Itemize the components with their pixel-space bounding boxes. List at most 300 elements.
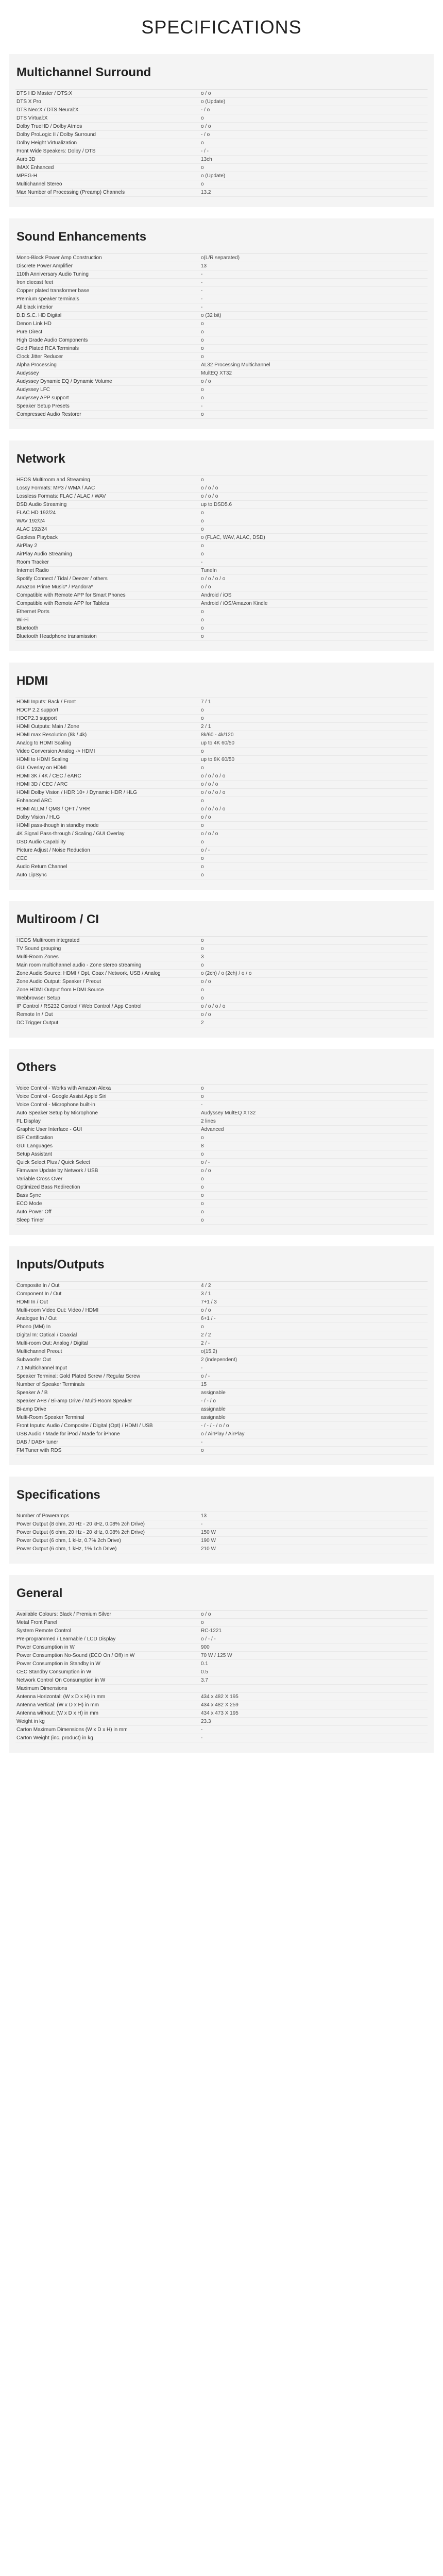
spec-value: o — [201, 1619, 204, 1625]
spec-label: Bluetooth Headphone transmission — [16, 633, 97, 639]
spec-value: 6+1 / - — [201, 1315, 216, 1321]
spec-row — [15, 838, 428, 846]
spec-label: Clock Jitter Reducer — [16, 353, 63, 360]
spec-row — [15, 583, 428, 591]
spec-row — [15, 1726, 428, 1734]
spec-row — [15, 270, 428, 279]
spec-value: o — [201, 608, 204, 615]
spec-value: o — [201, 1200, 204, 1207]
spec-value: - — [201, 287, 203, 294]
spec-row — [15, 1422, 428, 1430]
spec-row — [15, 1619, 428, 1627]
spec-label: Copper plated transformer base — [16, 287, 90, 294]
spec-value: up to DSD5.6 — [201, 501, 232, 507]
spec-value: o / o — [201, 584, 211, 590]
spec-label: Multichannel Preout — [16, 1348, 62, 1354]
spec-value: 13 — [201, 263, 207, 269]
spec-value: 434 x 482 X 259 — [201, 1702, 238, 1708]
spec-value: 13ch — [201, 156, 212, 162]
spec-label: DSD Audio Capability — [16, 839, 66, 845]
spec-label: IP Control / RS232 Control / Web Control / App Control — [16, 1003, 142, 1009]
spec-label: Gold Plated RCA Terminals — [16, 345, 79, 351]
spec-value: 7 / 1 — [201, 699, 211, 705]
section-others — [9, 1049, 434, 1235]
spec-row — [15, 378, 428, 386]
spec-label: Carton Maximum Dimensions (W x D x H) in mm — [16, 1726, 128, 1733]
spec-row — [15, 172, 428, 180]
spec-value: - — [201, 271, 203, 277]
spec-row — [15, 484, 428, 493]
spec-table — [15, 476, 428, 641]
spec-row — [15, 164, 428, 172]
spec-value: 434 x 473 X 195 — [201, 1710, 238, 1716]
spec-value: o — [201, 945, 204, 952]
spec-value: o (FLAC, WAV, ALAC, DSD) — [201, 534, 265, 540]
spec-value: 2 / - — [201, 1340, 210, 1346]
spec-value: o — [201, 1176, 204, 1182]
spec-row — [15, 797, 428, 805]
spec-row — [15, 1438, 428, 1447]
spec-row — [15, 1668, 428, 1676]
spec-row — [15, 731, 428, 739]
spec-value: o / o / o — [201, 781, 218, 787]
spec-label: Video Conversion Analog -> HDMI — [16, 748, 95, 754]
spec-row — [15, 1019, 428, 1027]
spec-label: HDCP2.3 support — [16, 715, 57, 721]
spec-row — [15, 534, 428, 542]
spec-label: CEC — [16, 855, 28, 861]
spec-label: Voice Control - Microphone built-in — [16, 1101, 95, 1108]
spec-row — [15, 509, 428, 517]
spec-label: Power Consumption in Standby in W — [16, 1660, 100, 1667]
spec-value: Audyssey MultEQ XT32 — [201, 1110, 256, 1116]
spec-row — [15, 1685, 428, 1693]
spec-label: Composite In / Out — [16, 1282, 60, 1289]
spec-label: Firmware Update by Network / USB — [16, 1167, 98, 1174]
spec-value: o / o / o / o — [201, 789, 226, 795]
spec-value: o / o / o — [201, 831, 218, 837]
spec-label: Ethernet Ports — [16, 608, 49, 615]
spec-row — [15, 1109, 428, 1117]
spec-value: o / AirPlay / AirPlay — [201, 1431, 245, 1437]
spec-label: Power Output (6 ohm, 1 kHz, 0.7% 2ch Drive) — [16, 1537, 121, 1544]
spec-value: o — [201, 320, 204, 327]
spec-label: HDMI to HDMI Scaling — [16, 756, 69, 762]
spec-label: Audio Return Channel — [16, 863, 67, 870]
section-sound-enhancements — [9, 218, 434, 429]
spec-row — [15, 303, 428, 312]
spec-label: Multi-Room Zones — [16, 954, 59, 960]
spec-value: o / o — [201, 1307, 211, 1313]
spec-row — [15, 1652, 428, 1660]
spec-row — [15, 131, 428, 139]
spec-row — [15, 633, 428, 641]
spec-value: 900 — [201, 1644, 210, 1650]
spec-row — [15, 846, 428, 855]
spec-value: o — [201, 353, 204, 360]
spec-row — [15, 1216, 428, 1225]
spec-value: 8k/60 - 4k/120 — [201, 732, 234, 738]
spec-value: o (Update) — [201, 98, 226, 105]
spec-row — [15, 1405, 428, 1414]
spec-value: o / o — [201, 378, 211, 384]
spec-value: o — [201, 1085, 204, 1091]
spec-value: o — [201, 140, 204, 146]
spec-value: o / o — [201, 90, 211, 96]
spec-value: o — [201, 329, 204, 335]
spec-row — [15, 970, 428, 978]
spec-value: o — [201, 543, 204, 549]
spec-label: Power Consumption No-Sound (ECO On / Off) in W — [16, 1652, 135, 1658]
spec-row — [15, 411, 428, 419]
spec-row — [15, 1372, 428, 1381]
spec-label: AirPlay 2 — [16, 543, 38, 549]
spec-row — [15, 756, 428, 764]
spec-label: AirPlay Audio Streaming — [16, 551, 72, 557]
spec-row — [15, 1331, 428, 1340]
spec-row — [15, 1520, 428, 1529]
spec-label: FM Tuner with RDS — [16, 1447, 62, 1453]
spec-value: o — [201, 839, 204, 845]
spec-row — [15, 855, 428, 863]
spec-value: Advanced — [201, 1126, 224, 1132]
spec-row — [15, 98, 428, 106]
spec-row — [15, 1175, 428, 1183]
spec-row — [15, 1200, 428, 1208]
spec-row — [15, 476, 428, 484]
spec-value: 3 — [201, 954, 204, 960]
spec-label: DTS Neo:X / DTS Neural:X — [16, 107, 79, 113]
spec-value: o — [201, 345, 204, 351]
spec-value: o — [201, 987, 204, 993]
spec-value: o — [201, 855, 204, 861]
spec-row — [15, 789, 428, 797]
spec-value: o / o / o / o — [201, 806, 226, 812]
spec-label: Spotify Connect / Tidal / Deezer / others — [16, 575, 108, 582]
spec-row — [15, 1512, 428, 1520]
spec-value: RC-1221 — [201, 1628, 222, 1634]
spec-label: Alpha Processing — [16, 362, 57, 368]
spec-label: Power Consumption in W — [16, 1644, 75, 1650]
spec-row — [15, 1282, 428, 1290]
spec-value: o — [201, 863, 204, 870]
sections-container — [0, 54, 443, 1753]
spec-value: 7+1 / 3 — [201, 1299, 217, 1305]
spec-value: - — [201, 304, 203, 310]
spec-row — [15, 353, 428, 361]
spec-row — [15, 1093, 428, 1101]
spec-row — [15, 1348, 428, 1356]
spec-row — [15, 1381, 428, 1389]
spec-label: Antenna Horizontal: (W x D x H) in mm — [16, 1693, 106, 1700]
spec-value: o(15.2) — [201, 1348, 217, 1354]
spec-row — [15, 986, 428, 994]
spec-label: Multi-room Out: Analog / Digital — [16, 1340, 88, 1346]
spec-label: Voice Control - Works with Amazon Alexa — [16, 1085, 111, 1091]
spec-label: Bass Sync — [16, 1192, 41, 1198]
spec-value: o — [201, 526, 204, 532]
spec-label: FLAC HD 192/24 — [16, 510, 56, 516]
spec-value: o — [201, 411, 204, 417]
spec-row — [15, 871, 428, 879]
spec-label: Audyssey LFC — [16, 386, 50, 393]
spec-value: o — [201, 625, 204, 631]
spec-value: o — [201, 707, 204, 713]
spec-row — [15, 254, 428, 262]
spec-label: Setup Assistant — [16, 1151, 52, 1157]
spec-row — [15, 1340, 428, 1348]
spec-value: o — [201, 551, 204, 557]
spec-value: o / o / o / o — [201, 773, 226, 779]
section-network — [9, 440, 434, 651]
spec-label: HDMI pass-though in standby mode — [16, 822, 99, 828]
spec-row — [15, 1611, 428, 1619]
spec-row — [15, 501, 428, 509]
spec-row — [15, 1167, 428, 1175]
spec-label: Component In / Out — [16, 1291, 62, 1297]
spec-value: 4 / 2 — [201, 1282, 211, 1289]
spec-label: HDMI 3D / CEC / ARC — [16, 781, 68, 787]
spec-row — [15, 114, 428, 123]
spec-label: ALAC 192/24 — [16, 526, 47, 532]
spec-row — [15, 402, 428, 411]
spec-label: Pure Direct — [16, 329, 43, 335]
spec-row — [15, 279, 428, 287]
spec-value: o / o / o / o — [201, 1003, 226, 1009]
spec-row — [15, 772, 428, 781]
spec-label: Remote In / Out — [16, 1011, 53, 1018]
spec-value: o — [201, 995, 204, 1001]
section-multiroom-ci — [9, 901, 434, 1038]
spec-label: Speaker A+B / Bi-amp Drive / Multi-Room Speaker — [16, 1398, 132, 1404]
spec-table — [15, 1512, 428, 1553]
spec-value: o (32 bit) — [201, 312, 222, 318]
spec-row — [15, 1126, 428, 1134]
spec-label: Multi-room Video Out: Video / HDMI — [16, 1307, 99, 1313]
spec-value: - — [201, 559, 203, 565]
spec-table — [15, 89, 428, 197]
spec-value: o — [201, 337, 204, 343]
spec-label: USB Audio / Made for iPod / Made for iPhone — [16, 1431, 120, 1437]
spec-label: HDMI 3K / 4K / CEC / eARC — [16, 773, 81, 779]
section-inputs-outputs — [9, 1246, 434, 1465]
spec-label: Auto Speaker Setup by Microphone — [16, 1110, 98, 1116]
spec-label: Premium speaker terminals — [16, 296, 79, 302]
spec-row — [15, 715, 428, 723]
spec-value: 2 lines — [201, 1118, 216, 1124]
spec-value: o — [201, 395, 204, 401]
spec-row — [15, 1101, 428, 1109]
spec-row — [15, 937, 428, 945]
section-heading: Inputs/Outputs — [16, 1258, 105, 1272]
spec-row — [15, 994, 428, 1003]
spec-label: Maximum Dimensions — [16, 1685, 67, 1691]
spec-label: DTS Virtual:X — [16, 115, 48, 121]
spec-label: DTS X Pro — [16, 98, 41, 105]
spec-value — [201, 1686, 428, 1692]
spec-value: - — [201, 403, 203, 409]
spec-value: 0.5 — [201, 1669, 208, 1675]
spec-label: Compatible with Remote APP for Smart Phones — [16, 592, 126, 598]
spec-label: Discrete Power Amplifier — [16, 263, 73, 269]
spec-value: up to 4K 60/50 — [201, 740, 235, 746]
spec-row — [15, 822, 428, 830]
spec-row — [15, 624, 428, 633]
spec-value: o — [201, 510, 204, 516]
spec-label: All black interior — [16, 304, 53, 310]
spec-value: o(L/R separated) — [201, 255, 240, 261]
spec-row — [15, 945, 428, 953]
spec-value: o / o — [201, 814, 211, 820]
page-header — [0, 0, 443, 54]
spec-label: Compatible with Remote APP for Tablets — [16, 600, 109, 606]
spec-label: 110th Anniversary Audio Tuning — [16, 271, 89, 277]
spec-row — [15, 1290, 428, 1298]
spec-label: ISF Certification — [16, 1134, 54, 1141]
spec-row — [15, 781, 428, 789]
spec-label: Gapless Playback — [16, 534, 58, 540]
spec-label: Lossless Formats: FLAC / ALAC / WAV — [16, 493, 106, 499]
spec-label: Power Output (6 ohm, 1 kHz, 1% 1ch Drive) — [16, 1546, 117, 1552]
spec-row — [15, 189, 428, 197]
spec-row — [15, 262, 428, 270]
spec-row — [15, 320, 428, 328]
spec-value: o — [201, 1192, 204, 1198]
spec-row — [15, 1298, 428, 1307]
spec-label: Graphic User Interface - GUI — [16, 1126, 82, 1132]
spec-value: o (2ch) / o (2ch) / o / o — [201, 970, 252, 976]
spec-row — [15, 1414, 428, 1422]
spec-value: o — [201, 1151, 204, 1157]
spec-row — [15, 1307, 428, 1315]
spec-table — [15, 698, 428, 879]
spec-row — [15, 1660, 428, 1668]
spec-row — [15, 106, 428, 114]
section-multichannel-surround — [9, 54, 434, 207]
spec-row — [15, 180, 428, 189]
spec-row — [15, 1709, 428, 1718]
spec-row — [15, 1701, 428, 1709]
spec-label: 7.1 Multichannel Input — [16, 1365, 67, 1371]
spec-label: Dolby ProLogic II / Dolby Surround — [16, 131, 96, 138]
spec-value: o — [201, 822, 204, 828]
spec-row — [15, 591, 428, 600]
spec-value: 13.2 — [201, 189, 211, 195]
spec-row — [15, 1447, 428, 1455]
spec-value: o — [201, 715, 204, 721]
spec-table — [15, 936, 428, 1027]
spec-label: MPEG-H — [16, 173, 37, 179]
spec-label: GUI Overlay on HDMI — [16, 765, 67, 771]
section-heading: Sound Enhancements — [16, 230, 147, 244]
spec-row — [15, 698, 428, 706]
spec-value: o / - — [201, 1159, 210, 1165]
spec-row — [15, 739, 428, 748]
spec-row — [15, 542, 428, 550]
spec-value: 8 — [201, 1143, 204, 1149]
spec-label: HDMI max Resolution (8k / 4k) — [16, 732, 87, 738]
spec-label: Zone Audio Source: HDMI / Opt, Coax / Network, USB / Analog — [16, 970, 161, 976]
spec-row — [15, 805, 428, 814]
spec-value: - / - / o — [201, 1398, 216, 1404]
spec-value: - — [201, 1365, 203, 1371]
section-heading: Multichannel Surround — [16, 65, 151, 79]
spec-row — [15, 1430, 428, 1438]
spec-table — [15, 1281, 428, 1455]
page-title: SPECIFICATIONS — [141, 16, 302, 38]
spec-value: o (Update) — [201, 173, 226, 179]
spec-row — [15, 1545, 428, 1553]
spec-row — [15, 830, 428, 838]
spec-row — [15, 123, 428, 131]
spec-label: HEOS Multiroom and Streaming — [16, 477, 90, 483]
spec-value: AL32 Processing Multichannel — [201, 362, 270, 368]
spec-label: DSD Audio Streaming — [16, 501, 67, 507]
spec-row — [15, 1183, 428, 1192]
spec-row — [15, 312, 428, 320]
spec-label: Subwoofer Out — [16, 1357, 51, 1363]
spec-value: 2 (independent) — [201, 1357, 237, 1363]
spec-value: 70 W / 125 W — [201, 1652, 232, 1658]
spec-label: Antenna Vertical: (W x D x H) in mm — [16, 1702, 99, 1708]
spec-value: up to 8K 60/50 — [201, 756, 235, 762]
spec-value: - — [201, 1101, 203, 1108]
spec-label: Dolby Height Virtualization — [16, 140, 77, 146]
spec-row — [15, 517, 428, 526]
spec-label: Carton Weight (inc. product) in kg — [16, 1735, 93, 1741]
spec-label: Compressed Audio Restorer — [16, 411, 81, 417]
spec-row — [15, 1627, 428, 1635]
spec-label: HDMI Dolby Vision / HDR 10+ / Dynamic HDR / HLG — [16, 789, 138, 795]
spec-value: o / - — [201, 1373, 210, 1379]
spec-label: Iron diecast feet — [16, 279, 54, 285]
spec-row — [15, 139, 428, 147]
spec-value: - — [201, 1521, 203, 1527]
spec-label: Picture Adjust / Noise Reduction — [16, 847, 90, 853]
spec-value: o / - / - — [201, 1636, 216, 1642]
spec-label: FL Display — [16, 1118, 41, 1124]
spec-label: Front Inputs: Audio / Composite / Digital (Opt) / HDMI / USB — [16, 1422, 153, 1429]
spec-value: 15 — [201, 1381, 207, 1387]
spec-label: Front Wide Speakers: Dolby / DTS — [16, 148, 96, 154]
spec-label: Lossy Formats: MP3 / WMA / AAC — [16, 485, 95, 491]
spec-label: Dolby Vision / HLG — [16, 814, 60, 820]
spec-row — [15, 978, 428, 986]
spec-label: Room Tracker — [16, 559, 49, 565]
spec-row — [15, 558, 428, 567]
spec-row — [15, 336, 428, 345]
spec-row — [15, 723, 428, 731]
spec-value: MultEQ XT32 — [201, 370, 232, 376]
spec-row — [15, 1315, 428, 1323]
spec-value: o — [201, 1324, 204, 1330]
spec-label: Antenna without: (W x D x H) in mm — [16, 1710, 98, 1716]
spec-label: Number of Poweramps — [16, 1513, 70, 1519]
spec-label: Multichannel Stereo — [16, 181, 62, 187]
spec-value: o — [201, 1093, 204, 1099]
spec-value: - — [201, 296, 203, 302]
spec-row — [15, 1643, 428, 1652]
spec-value: o — [201, 798, 204, 804]
spec-label: DTS HD Master / DTS:X — [16, 90, 73, 96]
spec-row — [15, 1635, 428, 1643]
spec-row — [15, 1159, 428, 1167]
spec-label: Auto Power Off — [16, 1209, 52, 1215]
spec-label: Enhanced ARC — [16, 798, 52, 804]
spec-label: Wi-Fi — [16, 617, 29, 623]
spec-label: Network Control On Consumption in W — [16, 1677, 106, 1683]
spec-value: o / o — [201, 1611, 211, 1617]
